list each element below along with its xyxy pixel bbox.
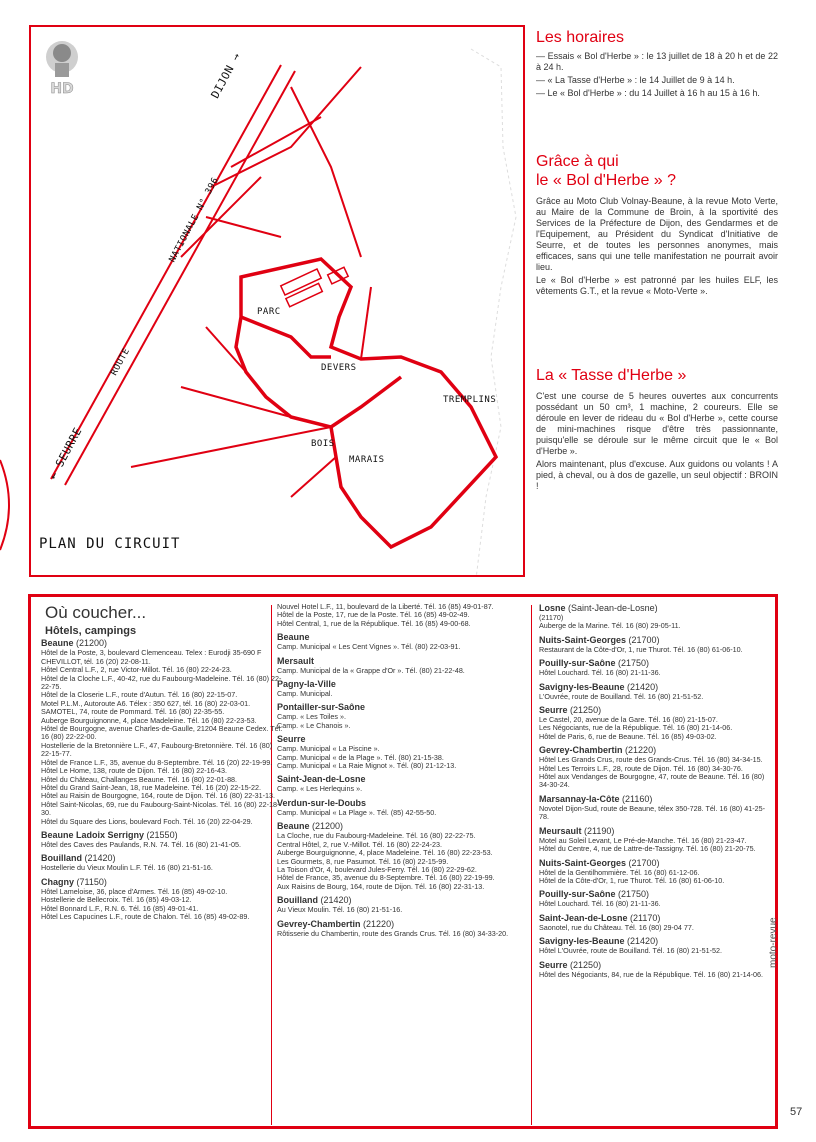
postal-code: (21750) xyxy=(618,658,650,669)
postal-code: (21420) xyxy=(627,681,659,692)
hotels-list-1 xyxy=(41,638,283,921)
hotel-entry xyxy=(539,682,769,701)
grace-paragraph: Le « Bol d'Herbe » est patronné par les huiles ELF, les vêtements G.T., et la revue « Moto-Verte ». xyxy=(536,275,778,296)
town-label: Pontailler-sur-Saône xyxy=(277,702,366,713)
map-label-seurre: ← SEURRE xyxy=(46,425,85,482)
horaires-line: — Essais « Bol d'Herbe » : le 13 juillet de 18 à 20 h et de 22 à 24 h. xyxy=(536,51,778,72)
establishment-list: Saonotel, rue du Château. Tél. 16 (80) 29-04 77. xyxy=(539,922,694,932)
hotel-entry xyxy=(277,798,509,817)
establishment-list: Camp. « Les Toiles ». Camp. « Le Chanois ». xyxy=(277,712,351,730)
postal-code: (21550) xyxy=(146,829,178,840)
postal-code: (21200) xyxy=(76,638,108,649)
town-label: Pouilly-sur-Saône xyxy=(539,889,616,900)
establishment-list: Hôtel Louchard. Tél. 16 (80) 21-11-36. xyxy=(539,668,661,678)
hotels-list-3 xyxy=(539,603,769,979)
hotel-entry xyxy=(539,603,769,631)
town-label: Chagny xyxy=(41,876,75,887)
svg-text:HD: HD xyxy=(50,81,74,97)
town-label: Bouilland xyxy=(41,853,82,864)
hotel-entry xyxy=(539,889,769,908)
establishment-list: Au Vieux Moulin. Tél. 16 (80) 21-51-16. xyxy=(277,905,403,915)
postal-code: (21170) xyxy=(630,912,661,923)
establishment-list: Hôtel L'Ouvrée, route de Bouilland. Tél. 16 (80) 21-51-52. xyxy=(539,946,723,956)
establishment-list: La Cloche, rue du Faubourg-Madeleine. Tél. 16 (80) 22-22-75. Central Hôtel, 2, rue V.-Millot. Tél. 16 (80) 22-24-23. Auberge Bourguignonne, 4, place Madeleine. Tél. 16 (80) 22-23-53. Les Gourmets, 8, rue Pasumot. Tél. 16 (80) 22-15-99. La Toison d'Or, 4, boulevard Jules-Ferry. Tél. 16 (80) 22-29-62. Hôtel de France, 35, avenue du 8-Septembre. Tél. 16 (80) 22-19-99. Aux Raisins de Bourg, 164, route de Dijon. Tél. 16 (80) 22-31-13. xyxy=(277,831,495,891)
hotel-entry xyxy=(539,705,769,741)
tasse-title: La « Tasse d'Herbe » xyxy=(536,367,687,384)
hotel-entry xyxy=(277,603,509,628)
circuit-map-drawing xyxy=(31,27,525,577)
establishment-list: (21170) Auberge de la Marine. Tél. 16 (80) 29-05-11. xyxy=(539,613,681,631)
hotel-entry xyxy=(277,821,509,891)
town-label: Beaune Ladoix Serrigny xyxy=(41,829,145,840)
postal-code: (21750) xyxy=(618,889,650,900)
establishment-list: Camp. Municipal « Les Cent Vignes ». Tél. (80) 22-03-91. xyxy=(277,642,461,652)
postal-code: (21700) xyxy=(628,634,660,645)
hotels-box xyxy=(28,594,778,1129)
hotel-entry xyxy=(41,830,283,849)
establishment-list: Hostellerie du Vieux Moulin L.F. Tél. 16 (80) 21-51-16. xyxy=(41,863,213,873)
postal-code: (21420) xyxy=(627,936,659,947)
magazine-name: moto-revue xyxy=(768,917,779,968)
page-number: 57 xyxy=(790,1106,803,1118)
town-name xyxy=(539,682,769,693)
grace-title-line2: le « Bol d'Herbe » ? xyxy=(536,172,677,189)
postal-code: (21420) xyxy=(84,853,116,864)
hotel-entry xyxy=(539,826,769,854)
map-label-tremplins: TREMPLINS xyxy=(443,395,497,405)
town-label: Savigny-les-Beaune xyxy=(539,936,625,947)
hotel-entry xyxy=(539,913,769,932)
hotels-column-3 xyxy=(539,603,769,983)
hotel-entry xyxy=(539,658,769,677)
hotel-entry xyxy=(41,638,283,826)
grace-paragraph: Grâce au Moto Club Volnay-Beaune, à la revue Moto Verte, au Maire de la Commune de Broin, à la sportivité des Services de la Préfecture de Dijon, des Gendarmes et de l'Equipement, au Président du Syndicat d'Initiative de Seurre, et de toutes les personnes anonymes, mais efficaces, sans qui une telle manifestation ne pourrait avoir lieu. xyxy=(536,196,778,272)
map-label-nationale: NATIONALE N° 396 xyxy=(167,175,221,265)
establishment-list: Hôtel des Caves des Paulands, R.N. 74. Tél. 16 (80) 21-41-05. xyxy=(41,839,242,849)
section-tasse xyxy=(536,366,778,494)
hotels-list-2 xyxy=(277,603,509,938)
hotel-entry xyxy=(539,960,769,979)
hotel-entry xyxy=(277,734,509,770)
establishment-list: Novotel Dijon-Sud, route de Beaune, télex 350-728. Tél. 16 (80) 41-25-78. xyxy=(539,803,766,822)
postal-code: (21220) xyxy=(625,745,657,756)
page-edge-curve xyxy=(0,455,20,555)
hotel-entry xyxy=(277,632,509,651)
hotels-subheading: Hôtels, campings xyxy=(45,625,137,637)
establishment-list: Hôtel de la Poste, 3, boulevard Clemenceau. Telex : Eurodji 35-690 F CHEVILLOT, tél. 16 (20) 22-08-11. Hôtel Central L.F., 2, rue Victor-Millot. Tél. 16 (80) 22-24-23. Hôtel de la Cloche L.F., 40-42, rue du Faubourg-Madeleine. Tél. 16 (80) 22-22-75. Hôtel de la Closerie L.F., route d'Autun. Tél. 16 (80) 22-15-07. Motel P.L.M., Autoroute A6. Télex : 350 627, tél. 16 (80) 22-03-01. SAMOTEL, 74, route de Pommard. Tél. 16 (80) 22-35-55. Auberge Bourguignonne, 4, place Madeleine. Tél. 16 (80) 22-23-53. Hôtel de Bourgogne, avenue Charles-de-Gaulle, 21204 Beaune Cedex. Tél. 16 (80) 22-22-00. Hostellerie de la Bretonnière L.F., 47, Faubourg-Bretonnière. Tél. 16 (80) 22-15-77. Hôtel de France L.F., 35, avenue du 8-Septembre. Tél. 16 (20) 22-19-99. Hôtel Le Home, 138, route de Dijon. Tél. 16 (80) 22-16-43. Hôtel du Château, Challanges Beaune. Tél. 16 (80) 22-01-88. Hôtel du Grand Saint-Jean, 18, rue Madeleine. Tél. 16 (20) 22-15-22. Hôtel au Raisin de Bourgogne, 164, route de Dijon. Tél. 16 (80) 22-31-13. Hôtel Saint-Nicolas, 69, rue du Faubourg-Saint-Nicolas. Tél. 16 (80) 22-18-30. Hôtel du Square des Lions, boulevard Foch. Tél. 16 (20) 22-04-29. xyxy=(41,648,283,826)
town-label: Saint-Jean-de-Losne xyxy=(277,774,366,785)
establishment-list: Hôtel Les Grands Crus, route des Grands-Crus. Tél. 16 (80) 34-34-15. Hôtel Les Terroirs L.F., 28, route de Dijon. Tél. 16 (80) 34-30-76. Hôtel aux Vendanges de Bourgogne, 47, route de Beaune. Tél. 16 (80) 34-30-24. xyxy=(539,755,765,790)
town-name xyxy=(539,960,769,971)
tasse-paragraph: C'est une course de 5 heures ouvertes aux concurrents possédant un 50 cm³, 1 machine, 2 coureurs. Elle se déroule en lever de rideau du « Bol d'Herbe », cette course de mini-machines risque d'être très passionnante, puisqu'elle se déroule sur le même circuit que le « Bol d'Herbe ». xyxy=(536,391,778,456)
map-label-marais: MARAIS xyxy=(349,455,385,465)
map-title: PLAN DU CIRCUIT xyxy=(39,536,181,552)
hotel-entry xyxy=(277,895,509,914)
circuit-map xyxy=(29,25,525,577)
hotel-entry xyxy=(539,936,769,955)
watermark-logo-icon xyxy=(31,27,93,99)
hotel-entry xyxy=(41,877,283,922)
grace-title-line1: Grâce à qui xyxy=(536,153,619,170)
town-label: Seurre xyxy=(539,705,568,716)
postal-code: (21160) xyxy=(622,793,653,804)
town-label: Pouilly-sur-Saône xyxy=(539,658,616,669)
hotel-entry xyxy=(277,919,509,938)
town-label: Meursault xyxy=(539,825,582,836)
town-label: Beaune xyxy=(41,638,74,649)
town-label: Bouilland xyxy=(277,895,318,906)
hotel-entry xyxy=(539,635,769,654)
town-label: Beaune xyxy=(277,821,310,832)
establishment-list: Rôtisserie du Chambertin, route des Grands Crus. Tél. 16 (80) 34-33-20. xyxy=(277,928,509,938)
town-label: Mersault xyxy=(277,655,315,666)
town-label: Savigny-les-Beaune xyxy=(539,681,625,692)
column-divider xyxy=(531,605,532,1125)
town-name xyxy=(277,656,509,667)
town-label: Nuits-Saint-Georges xyxy=(539,857,627,868)
postal-code: (21420) xyxy=(320,895,352,906)
hotel-entry xyxy=(277,679,509,698)
hotels-column-2 xyxy=(277,603,509,942)
town-label: Beaune xyxy=(277,632,310,643)
establishment-list: Nouvel Hotel L.F., 11, boulevard de la Liberté. Tél. 16 (85) 49-01-87. Hôtel de la Poste, 17, rue de la Poste. Tél. 16 (85) 49-02-49. Hôtel Central, 1, rue de la République. Tél. 16 (85) 49-00-68. xyxy=(277,602,494,628)
town-name xyxy=(277,919,509,930)
postal-code: (21700) xyxy=(628,857,660,868)
section-grace xyxy=(536,152,778,299)
establishment-list: Hôtel des Négociants, 84, rue de la République. Tél. 16 (80) 21-14-06. xyxy=(539,969,764,979)
establishment-list: Hôtel Lameloise, 36, place d'Armes. Tél. 16 (85) 49-02-10. Hostellerie de Bellecroix. Tél. 16 (85) 49-03-12. Hôtel Bonnard L.F., R.N. 6. Tél. 16 (85) 49-01-41. Hôtel Les Capucines L.F., route de Chalon. Tél. 16 (85) 49-02-89. xyxy=(41,886,250,921)
section-horaires xyxy=(536,28,778,101)
establishment-list: Camp. « Les Herlequins ». xyxy=(277,784,363,794)
hotels-heading: Où coucher... xyxy=(45,603,147,622)
hotel-entry xyxy=(539,745,769,790)
hotels-column-1 xyxy=(41,603,283,925)
grace-title xyxy=(536,152,778,190)
map-label-dijon: DIJON → xyxy=(208,50,244,101)
hotel-entry xyxy=(539,794,769,822)
hotel-entry xyxy=(277,656,509,675)
horaires-line: — « La Tasse d'Herbe » : le 14 Juillet de 9 à 14 h. xyxy=(536,75,735,85)
establishment-list: Camp. Municipal « La Plage ». Tél. (85) 42-55-50. xyxy=(277,807,437,817)
town-label: Marsannay-la-Côte xyxy=(539,793,620,804)
map-label-bois: BOIS xyxy=(311,439,335,449)
postal-code: (21200) xyxy=(312,821,344,832)
postal-code: (71150) xyxy=(76,876,107,887)
town-label: Pagny-la-Ville xyxy=(277,679,336,690)
establishment-list: Restaurant de la Côte-d'Or, 1, rue Thurot. Tél. 16 (80) 61-06-10. xyxy=(539,644,743,654)
establishment-list: Hôtel de la Gentilhommière. Tél. 16 (80) 61-12-06. Hôtel de la Côte-d'Or, 1, rue Thurot. Tél. 16 (80) 61-06-10. xyxy=(539,867,725,885)
postal-code: (21250) xyxy=(570,959,602,970)
magazine-mark xyxy=(768,668,808,1028)
establishment-list: Motel au Soleil Levant, Le Pré-de-Manche. Tél. 16 (80) 21-23-47. Hôtel du Centre, 4, rue de Lattre-de-Tassigny. Tél. 16 (80) 21-20-75. xyxy=(539,835,756,854)
establishment-list: Camp. Municipal de la « Grappe d'Or ». Tél. (80) 21-22-48. xyxy=(277,665,465,675)
town-label: Saint-Jean-de-Losne xyxy=(539,912,628,923)
horaires-title: Les horaires xyxy=(536,29,625,46)
map-label-route: ROUTE xyxy=(109,346,133,378)
establishment-list: Camp. Municipal. xyxy=(277,689,333,699)
map-label-devers: DEVERS xyxy=(321,363,357,373)
hotel-entry xyxy=(539,858,769,886)
town-label: Seurre xyxy=(539,959,568,970)
map-label-parc: PARC xyxy=(257,307,281,317)
establishment-list: Camp. Municipal « La Piscine ». Camp. Municipal « de la Plage ». Tél. (80) 21-15-38. Camp. Municipal « La Raie Mignot ». Tél. (80) 21-12-13. xyxy=(277,744,457,771)
hotel-entry xyxy=(277,774,509,793)
hotel-entry xyxy=(277,702,509,730)
town-label: Nuits-Saint-Georges xyxy=(539,634,627,645)
establishment-list: Le Castel, 20, avenue de la Gare. Tél. 16 (80) 21-15-07. Les Négociants, rue de la République. Tél. 16 (80) 21-14-06. Hôtel de Paris, 6, rue de Beaune. Tél. 16 (85) 49-03-02. xyxy=(539,715,733,741)
town-name xyxy=(539,603,769,614)
hotel-entry xyxy=(41,853,283,872)
town-label: Gevrey-Chambertin xyxy=(277,918,361,929)
tasse-paragraph: Alors maintenant, plus d'excuse. Aux guidons ou volants ! A pied, à cheval, ou à dos de gazelle, un seul objectif : BROIN ! xyxy=(536,459,778,491)
town-label: Seurre xyxy=(277,734,306,745)
postal-code: (Saint-Jean-de-Losne) xyxy=(568,603,658,613)
town-label: Gevrey-Chambertin xyxy=(539,745,623,756)
town-label: Losne xyxy=(539,603,566,613)
town-label: Verdun-sur-le-Doubs xyxy=(277,797,367,808)
postal-code: (21190) xyxy=(584,825,615,836)
establishment-list: L'Ouvrée, route de Bouilland. Tél. 16 (80) 21-51-52. xyxy=(539,691,704,701)
town-name xyxy=(539,858,769,869)
postal-code: (21220) xyxy=(363,918,395,929)
horaires-line: — Le « Bol d'Herbe » : du 14 Juillet à 16 h au 15 à 16 h. xyxy=(536,88,760,98)
postal-code: (21250) xyxy=(570,705,602,716)
establishment-list: Hôtel Louchard. Tél. 16 (80) 21-11-36. xyxy=(539,899,661,909)
